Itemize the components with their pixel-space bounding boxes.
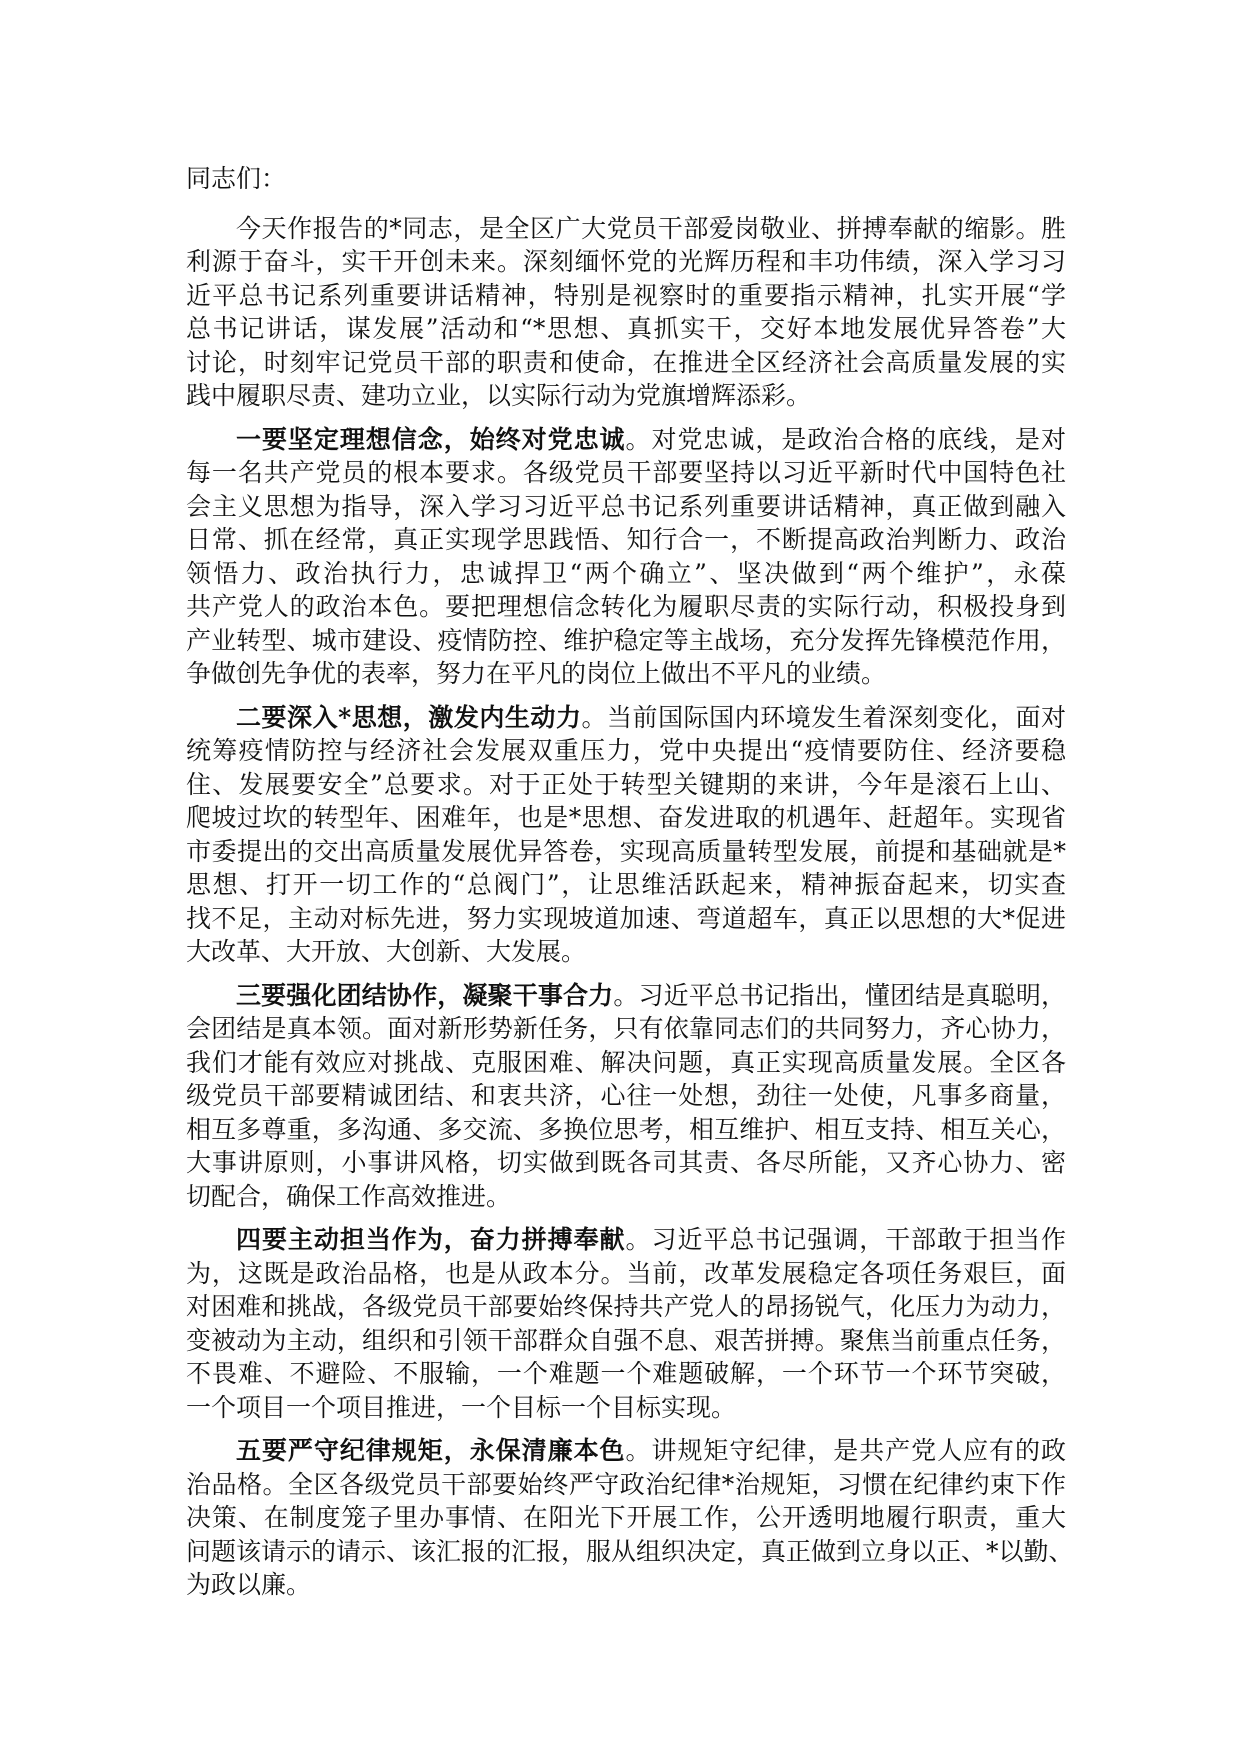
line-text: 利源于奋斗，实干开创未来。深刻缅怀党的光辉历程和丰功伟绩，深入学习习 <box>186 247 1066 276</box>
paragraph <box>186 1223 1066 1424</box>
line-text: 践中履职尽责、建功立业，以实际行动为党旗增辉添彩。 <box>186 381 812 410</box>
text-line <box>186 456 1066 490</box>
text-line <box>186 557 1066 591</box>
line-text: 我们才能有效应对挑战、克服困难、解决问题，真正实现高质量发展。全区各 <box>186 1047 1066 1077</box>
text-line <box>186 979 1066 1013</box>
text-line <box>186 212 1066 246</box>
text-line <box>186 1079 1066 1113</box>
line-text: 大事讲原则，小事讲风格，切实做到既各司其责、各尽所能，又齐心协力、密 <box>186 1148 1066 1177</box>
paragraph-heading: 四要主动担当作为，奋力拼搏奉献 <box>236 1225 626 1254</box>
text-line <box>186 1391 1066 1425</box>
line-text: 为，这既是政治品格，也是从政本分。当前，改革发展稳定各项任务艰巨，面 <box>186 1258 1066 1288</box>
text-line <box>186 902 1066 936</box>
text-line <box>186 379 1066 413</box>
paragraph-heading: 二要深入*思想，激发内生动力 <box>236 702 582 732</box>
text-line <box>186 590 1066 624</box>
text-line <box>186 1146 1066 1180</box>
line-text: 大改革、大开放、大创新、大发展。 <box>186 937 587 966</box>
line-text: 爬坡过坎的转型年、困难年，也是*思想、奋发进取的机遇年、赶超年。实现省 <box>186 803 1066 832</box>
text-line <box>186 312 1066 346</box>
line-text: 住、发展要安全”总要求。对于正处于转型关键期的来讲，今年是滚石上山、 <box>186 769 1066 799</box>
text-line <box>186 1324 1066 1358</box>
line-text: 对困难和挑战，各级党员干部要始终保持共产党人的昂扬锐气，化压力为动力， <box>186 1292 1066 1321</box>
line-text: 讨论，时刻牢记党员干部的职责和使命，在推进全区经济社会高质量发展的实 <box>186 347 1066 377</box>
line-text: 切配合，确保工作高效推进。 <box>186 1181 512 1211</box>
line-text: 变被动为主动，组织和引领干部群众自强不息、艰苦拼搏。聚焦当前重点任务， <box>186 1325 1066 1355</box>
text-line <box>186 490 1066 524</box>
text-line <box>186 523 1066 557</box>
text-line <box>186 868 1066 902</box>
line-text: 产业转型、城市建设、疫情防控、维护稳定等主战场，充分发挥先锋模范作用， <box>186 625 1066 655</box>
line-text: 。习近平总书记指出，懂团结是真聪明， <box>613 980 1066 1010</box>
line-text: 。当前国际国内环境发生着深刻变化，面对 <box>581 702 1066 732</box>
line-text: 决策、在制度笼子里办事情、在阳光下开展工作，公开透明地履行职责，重大 <box>186 1503 1066 1532</box>
text-line <box>186 1535 1074 1569</box>
text-line <box>186 801 1066 835</box>
line-text: 会主义思想为指导，深入学习习近平总书记系列重要讲话精神，真正做到融入 <box>186 491 1066 521</box>
line-text: 。讲规矩守纪律，是共产党人应有的政 <box>625 1436 1066 1465</box>
text-line <box>186 1046 1066 1080</box>
line-text: 总书记讲话，谋发展”活动和“*思想、真抓实干，交好本地发展优异答卷”大 <box>186 314 1066 343</box>
text-line <box>186 768 1066 802</box>
document-body <box>186 212 1074 1602</box>
text-line <box>186 734 1066 768</box>
text-line <box>186 935 1066 969</box>
text-line <box>186 1290 1066 1324</box>
line-text: 一个项目一个项目推进，一个目标一个目标实现。 <box>186 1392 737 1422</box>
text-line <box>186 1501 1066 1535</box>
line-text: 问题该请示的请示、该汇报的汇报，服从组织决定，真正做到立身以正、*以勤、 <box>186 1536 1074 1566</box>
text-line <box>186 835 1066 869</box>
line-text: 级党员干部要精诚团结、和衷共济，心往一处想，劲往一处使，凡事多商量， <box>186 1081 1066 1110</box>
text-line <box>186 624 1066 658</box>
line-text: 为政以廉。 <box>186 1570 312 1599</box>
line-text: 市委提出的交出高质量发展优异答卷，实现高质量转型发展，前提和基础就是* <box>186 836 1066 866</box>
paragraph <box>186 1434 1074 1602</box>
text-line <box>186 279 1066 313</box>
line-text: 。对党忠诚，是政治合格的底线，是对 <box>625 424 1066 454</box>
text-line <box>186 245 1066 279</box>
line-text: 。习近平总书记强调，干部敢于担当作 <box>625 1225 1066 1254</box>
paragraph-heading: 五要严守纪律规矩，永保清廉本色 <box>236 1436 626 1465</box>
line-text: 统筹疫情防控与经济社会发展双重压力，党中央提出“疫情要防住、经济要稳 <box>186 736 1066 765</box>
paragraph <box>186 212 1066 413</box>
text-line <box>186 1257 1066 1291</box>
paragraph <box>186 701 1066 969</box>
line-text: 会团结是真本领。面对新形势新任务，只有依靠同志们的共同努力，齐心协力， <box>186 1014 1066 1043</box>
paragraph-heading: 一要坚定理想信念，始终对党忠诚 <box>236 424 626 454</box>
text-line <box>186 1180 1066 1214</box>
text-line <box>186 1113 1066 1147</box>
paragraph-heading: 三要强化团结协作，凝聚干事合力 <box>236 980 614 1010</box>
salutation: 同志们： <box>186 164 287 193</box>
text-line <box>186 1223 1066 1257</box>
line-text: 找不足，主动对标先进，努力实现坡道加速、弯道超车，真正以思想的大*促进 <box>186 903 1066 933</box>
line-text: 争做创先争优的表率，努力在平凡的岗位上做出不平凡的业绩。 <box>186 659 887 688</box>
line-text: 今天作报告的*同志，是全区广大党员干部爱岗敬业、拼搏奉献的缩影。胜 <box>236 213 1066 243</box>
text-line <box>186 346 1066 380</box>
line-text: 相互多尊重，多沟通、多交流、多换位思考，相互维护、相互支持、相互关心， <box>186 1114 1066 1144</box>
line-text: 思想、打开一切工作的“总阀门”，让思维活跃起来，精神振奋起来，切实查 <box>186 870 1066 899</box>
document-page <box>186 162 1074 1612</box>
text-line <box>186 1357 1066 1391</box>
text-line <box>186 701 1066 735</box>
text-line <box>186 1434 1066 1468</box>
text-line <box>186 1012 1066 1046</box>
line-text: 日常、抓在经常，真正实现学思践悟、知行合一，不断提高政治判断力、政治 <box>186 525 1066 554</box>
line-text: 近平总书记系列重要讲话精神，特别是视察时的重要指示精神，扎实开展“学 <box>186 280 1066 310</box>
paragraph <box>186 979 1066 1214</box>
line-text: 治品格。全区各级党员干部要始终严守政治纪律*治规矩，习惯在纪律约束下作 <box>186 1469 1066 1499</box>
text-line <box>186 657 1066 691</box>
line-text: 共产党人的政治本色。要把理想信念转化为履职尽责的实际行动，积极投身到 <box>186 592 1066 621</box>
line-text: 领悟力、政治执行力，忠诚捍卫“两个确立”、坚决做到“两个维护”，永葆 <box>186 558 1066 588</box>
line-text: 每一名共产党员的根本要求。各级党员干部要坚持以习近平新时代中国特色社 <box>186 458 1066 487</box>
text-line <box>186 1568 1066 1602</box>
text-line <box>186 1468 1066 1502</box>
line-text: 不畏难、不避险、不服输，一个难题一个难题破解，一个环节一个环节突破， <box>186 1359 1066 1388</box>
paragraph <box>186 423 1066 691</box>
text-line <box>186 423 1066 457</box>
